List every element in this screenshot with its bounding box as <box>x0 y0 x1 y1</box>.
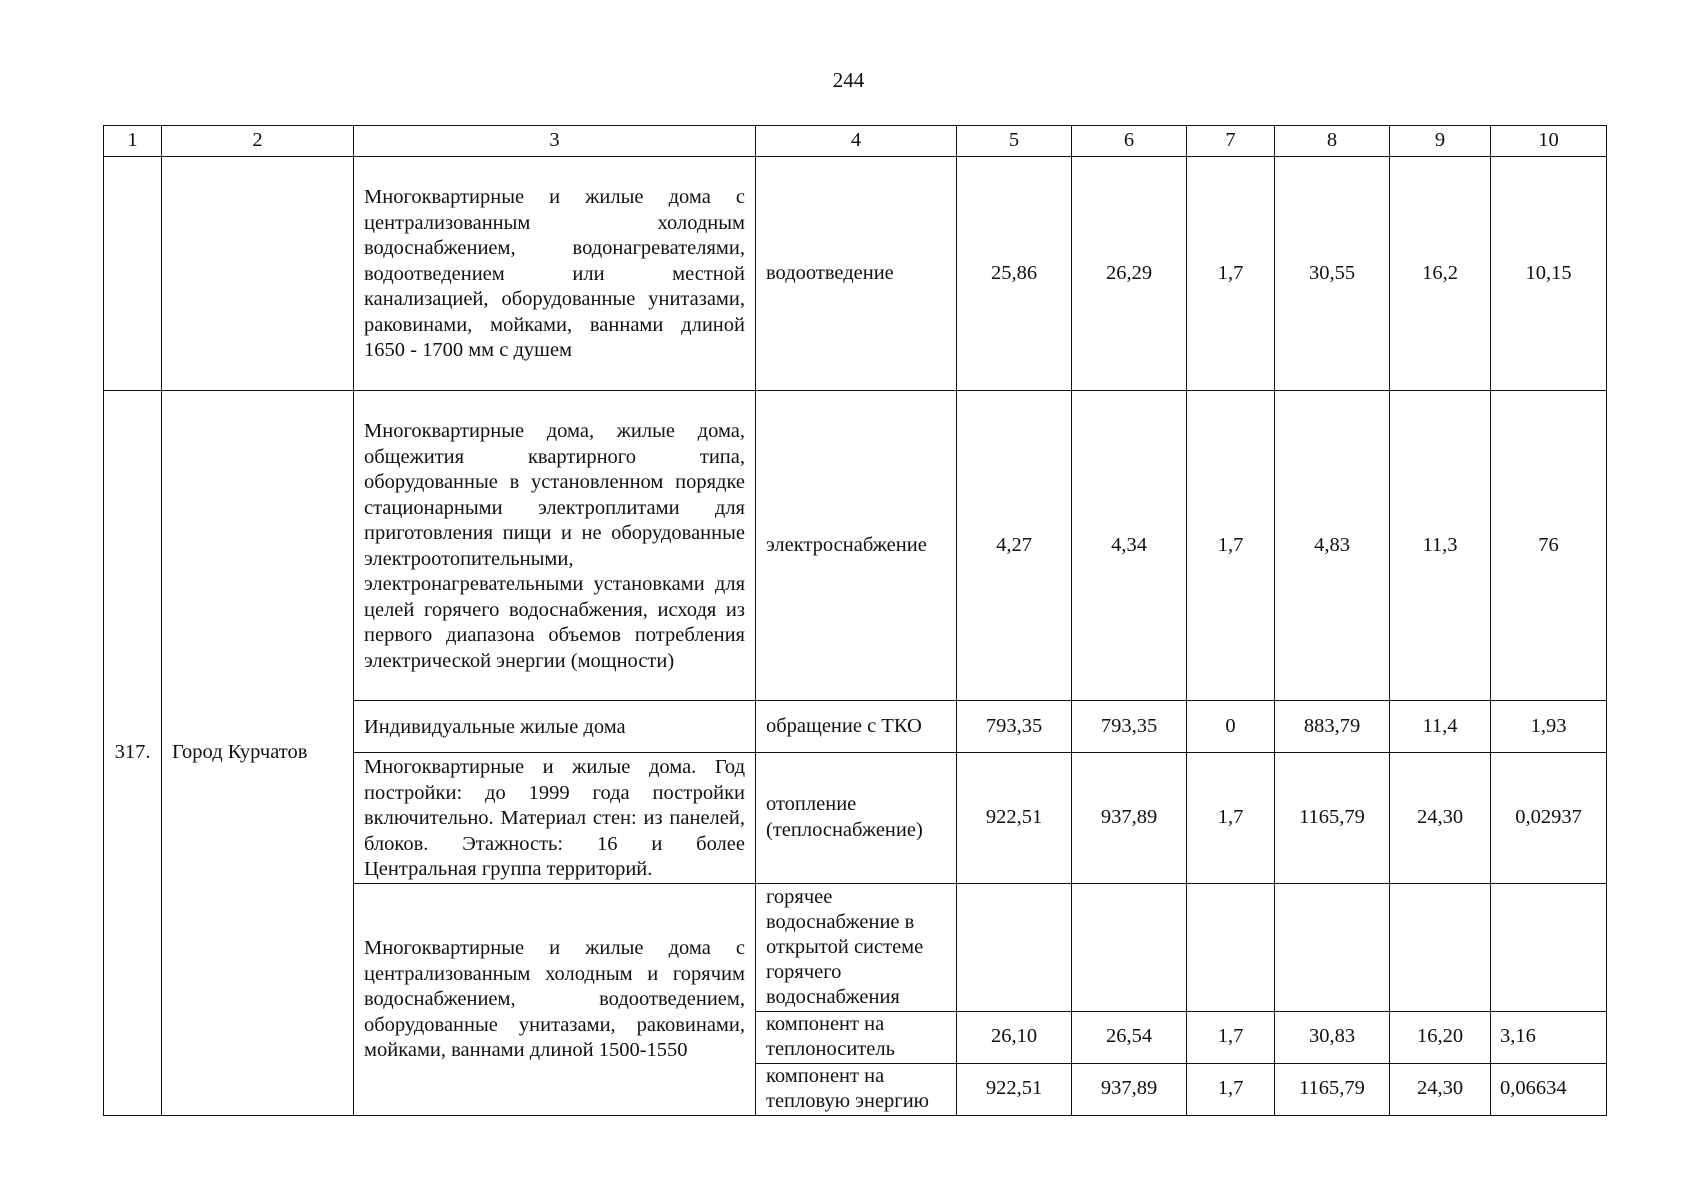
header-cell: 5 <box>957 126 1072 157</box>
value-cell: 1,93 <box>1491 701 1607 753</box>
value-cell: 25,86 <box>957 157 1072 391</box>
header-cell: 6 <box>1072 126 1187 157</box>
header-cell: 9 <box>1390 126 1491 157</box>
value-cell: 26,29 <box>1072 157 1187 391</box>
value-cell: 1,7 <box>1187 157 1275 391</box>
page-number: 244 <box>832 68 865 92</box>
service-name: компонент на теплоноситель <box>756 1011 957 1063</box>
housing-description: Многоквартирные и жилые дома с централизованным холодным водоснабжением, водонагревателями, водоотведением или местной канализацией, оборудованные унитазами, раковинами, мойками, ваннами длиной 1650 - 1700 мм с душем <box>354 157 756 391</box>
service-name: горячее водоснабжение в открытой системе горячего водоснабжения <box>756 883 957 1011</box>
value-cell: 1165,79 <box>1275 753 1390 884</box>
table-row <box>104 157 1607 391</box>
header-cell: 10 <box>1491 126 1607 157</box>
value-cell: 24,30 <box>1390 753 1491 884</box>
service-name: электроснабжение <box>756 391 957 701</box>
tariff-table <box>103 125 1607 1116</box>
value-cell <box>1390 883 1491 1011</box>
value-cell: 76 <box>1491 391 1607 701</box>
row-number-cell <box>104 157 162 391</box>
value-cell: 16,2 <box>1390 157 1491 391</box>
value-cell: 1,7 <box>1187 391 1275 701</box>
header-cell: 2 <box>162 126 354 157</box>
value-cell: 922,51 <box>957 1063 1072 1115</box>
service-name: обращение с ТКО <box>756 701 957 753</box>
value-cell: 3,16 <box>1491 1011 1607 1063</box>
value-cell: 4,27 <box>957 391 1072 701</box>
value-cell: 883,79 <box>1275 701 1390 753</box>
city-cell <box>162 157 354 391</box>
value-cell <box>1187 883 1275 1011</box>
value-cell: 793,35 <box>957 701 1072 753</box>
value-cell <box>957 883 1072 1011</box>
value-cell: 30,55 <box>1275 157 1390 391</box>
value-cell: 0,06634 <box>1491 1063 1607 1115</box>
header-cell: 4 <box>756 126 957 157</box>
service-name: компонент на тепловую энергию <box>756 1063 957 1115</box>
value-cell: 11,3 <box>1390 391 1491 701</box>
value-cell: 0,02937 <box>1491 753 1607 884</box>
header-cell: 7 <box>1187 126 1275 157</box>
value-cell <box>1072 883 1187 1011</box>
header-cell: 8 <box>1275 126 1390 157</box>
header-cell: 1 <box>104 126 162 157</box>
city-cell: Город Курчатов <box>162 391 354 1116</box>
value-cell: 1,7 <box>1187 1011 1275 1063</box>
value-cell: 0 <box>1187 701 1275 753</box>
value-cell: 26,54 <box>1072 1011 1187 1063</box>
housing-description: Многоквартирные и жилые дома с централизованным холодным и горячим водоснабжением, водоотведением, оборудованные унитазами, раковинами, мойками, ваннами длиной 1500-1550 <box>354 883 756 1115</box>
housing-description: Многоквартирные дома, жилые дома, общежития квартирного типа, оборудованные в установленном порядке стационарными электроплитами для приготовления пищи и не оборудованные электроотопительными, электронагревательными установками для целей горячего водоснабжения, исходя из первого диапазона объемов потребления электрической энергии (мощности) <box>354 391 756 701</box>
value-cell: 937,89 <box>1072 1063 1187 1115</box>
value-cell: 1165,79 <box>1275 1063 1390 1115</box>
service-name: отопление (теплоснабжение) <box>756 753 957 884</box>
row-number-cell: 317. <box>104 391 162 1116</box>
value-cell: 793,35 <box>1072 701 1187 753</box>
service-name: водоотведение <box>756 157 957 391</box>
value-cell: 16,20 <box>1390 1011 1491 1063</box>
value-cell: 10,15 <box>1491 157 1607 391</box>
value-cell: 4,83 <box>1275 391 1390 701</box>
value-cell: 4,34 <box>1072 391 1187 701</box>
value-cell <box>1275 883 1390 1011</box>
table-header-row <box>104 126 1607 157</box>
value-cell: 922,51 <box>957 753 1072 884</box>
header-cell: 3 <box>354 126 756 157</box>
value-cell: 11,4 <box>1390 701 1491 753</box>
value-cell: 26,10 <box>957 1011 1072 1063</box>
housing-description: Индивидуальные жилые дома <box>354 701 756 753</box>
value-cell: 1,7 <box>1187 753 1275 884</box>
value-cell <box>1491 883 1607 1011</box>
value-cell: 1,7 <box>1187 1063 1275 1115</box>
housing-description: Многоквартирные и жилые дома. Год постройки: до 1999 года постройки включительно. Материал стен: из панелей, блоков. Этажность: 16 и более Центральная группа территорий. <box>354 753 756 884</box>
table-row <box>104 391 1607 701</box>
value-cell: 937,89 <box>1072 753 1187 884</box>
value-cell: 24,30 <box>1390 1063 1491 1115</box>
value-cell: 30,83 <box>1275 1011 1390 1063</box>
